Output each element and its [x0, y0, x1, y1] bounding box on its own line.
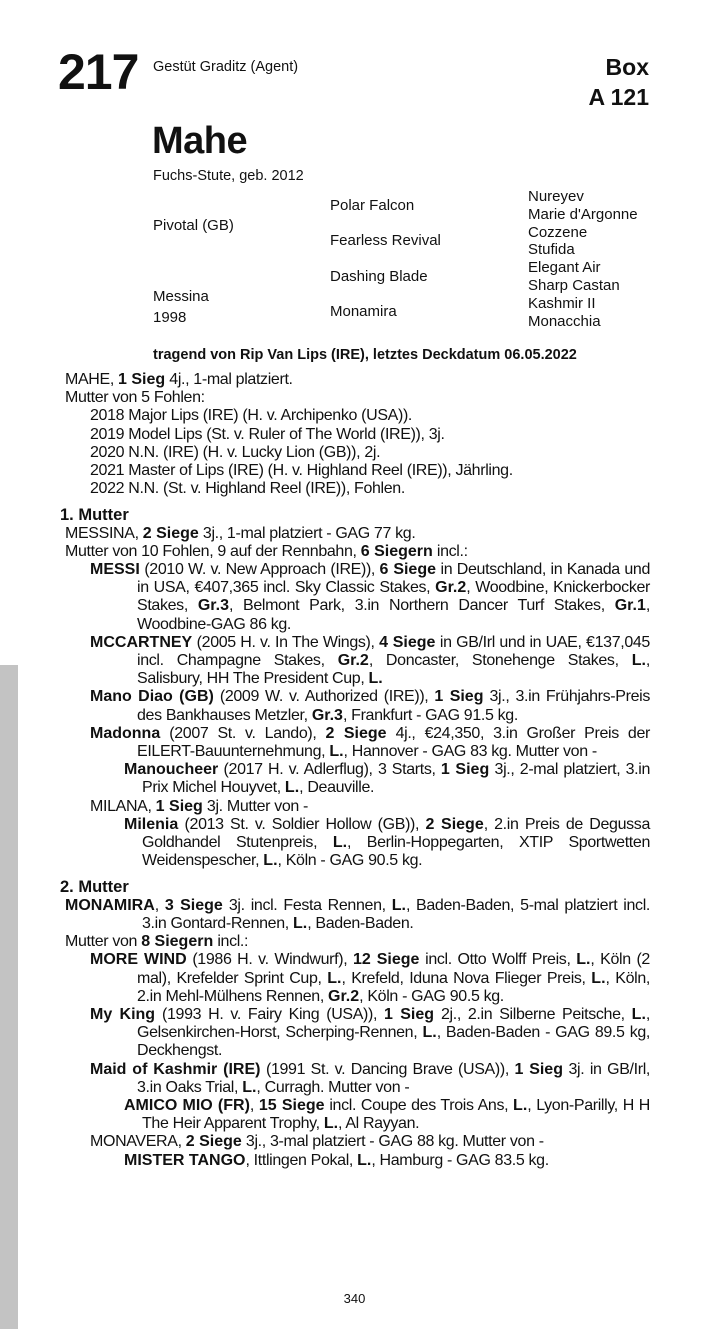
text: , Köln (2 mal), Krefelder Sprint Cup,: [137, 951, 650, 987]
bold-text: Gr.3: [311, 706, 343, 724]
text: MAHE,: [65, 371, 119, 388]
bold-text: L.: [263, 852, 278, 870]
bold-text: 1 Sieg: [514, 1060, 563, 1078]
pedigree-entry: [0, 816, 650, 871]
pedigree-entry: [0, 426, 650, 444]
bold-text: 2 Siege: [185, 1133, 242, 1151]
pedigree-entry: [0, 1097, 650, 1133]
pedigree-gen3: [528, 188, 638, 330]
text: 2j., 2.in Silberne Peitsche,: [434, 1005, 632, 1023]
bold-text: Mano Diao (GB): [90, 688, 214, 706]
pedigree-gen2: Polar Falcon: [330, 197, 415, 214]
text: (1991 St. v. Dancing Brave (USA)),: [260, 1060, 515, 1078]
text: MESSINA,: [65, 524, 143, 542]
text: Mutter von: [65, 933, 142, 951]
bold-text: L.: [391, 896, 406, 914]
bold-text: Gr.2: [435, 579, 467, 597]
pedigree-dam: Messina: [153, 288, 209, 305]
bold-text: MESSI: [90, 561, 140, 579]
pedigree-entry: [0, 1133, 650, 1151]
bold-text: Gr.3: [197, 597, 229, 615]
text: 3j. in GB/Irl, 3.in Oaks Trial,: [137, 1060, 650, 1096]
text: incl.:: [213, 933, 249, 951]
pedigree-gen2: Fearless Revival: [330, 232, 441, 249]
text: incl.:: [432, 542, 468, 560]
bold-text: L.: [591, 969, 606, 987]
bold-text: L.: [323, 1115, 339, 1133]
in-foal-note: tragend von Rip Van Lips (IRE), letztes Deckdatum 06.05.2022: [153, 347, 577, 363]
text: (2007 St. v. Lando),: [160, 724, 326, 742]
text: , Frankfurt - GAG 91.5 kg.: [342, 706, 518, 724]
text: 3j., 3-mal platziert - GAG 88 kg. Mutter von -: [241, 1133, 544, 1151]
bold-text: L.: [332, 834, 348, 852]
bold-text: 6 Siegern: [360, 542, 433, 560]
text: (2017 H. v. Adlerflug), 3 Starts,: [218, 761, 441, 779]
text: (1986 H. v. Windwurf),: [186, 951, 353, 969]
bold-text: L.: [631, 652, 646, 670]
bold-text: 1 Sieg: [434, 688, 484, 706]
pedigree-sire: Pivotal (GB): [153, 217, 234, 234]
bold-text: MISTER TANGO: [124, 1151, 246, 1169]
text: , 2.in Preis de Degussa Goldhandel Stutenpreis,: [142, 815, 650, 852]
bold-text: MONAMIRA: [65, 896, 155, 914]
text: MONAVERA,: [90, 1133, 186, 1151]
bold-text: 1. Mutter: [60, 506, 129, 525]
pedigree-entry: [0, 371, 650, 389]
horse-name: Mahe: [152, 120, 248, 162]
pedigree-entry: [0, 951, 650, 1006]
section-heading: [0, 878, 650, 896]
pedigree-entry: [0, 725, 650, 761]
text: 3j., 1-mal platziert - GAG 77 kg.: [198, 524, 416, 542]
text: in GB/Irl und in UAE, €137,045 incl. Champagne Stakes,: [137, 633, 650, 670]
text: (2010 W. v. New Approach (IRE)),: [139, 561, 380, 579]
bold-text: L.: [631, 1005, 646, 1023]
pedigree-gen3-item: Marie d'Argonne: [528, 205, 638, 223]
bold-text: AMICO MIO (FR): [124, 1096, 250, 1114]
text: , Köln - GAG 90.5 kg.: [277, 852, 423, 870]
pedigree-entry: [0, 634, 650, 689]
pedigree-gen3-item: Monacchia: [528, 312, 601, 330]
text: , Belmont Park, 3.in Northern Dancer Turf Stakes,: [228, 597, 615, 615]
pedigree-entry: [0, 480, 650, 498]
page-number: 340: [343, 1291, 366, 1306]
text: 2020 N.N. (IRE) (H. v. Lucky Lion (GB)), 2j.: [90, 443, 381, 461]
pedigree-entry: [0, 688, 650, 724]
text: , Curragh. Mutter von -: [256, 1078, 410, 1096]
section-heading: [0, 506, 650, 524]
bold-text: Gr.1: [614, 597, 646, 615]
pedigree-gen2: Dashing Blade: [330, 268, 428, 285]
pedigree-gen2: Monamira: [330, 303, 397, 320]
text: ,: [249, 1096, 259, 1114]
text: MILANA,: [90, 797, 156, 815]
text: (2009 W. v. Authorized (IRE)),: [213, 688, 435, 706]
pedigree-entry: [0, 933, 650, 951]
text: 4j., 1-mal platziert.: [165, 371, 293, 388]
text: , Köln, 2.in Mehl-Mülhens Rennen,: [137, 969, 650, 1005]
pedigree-entry: [0, 1061, 650, 1097]
text: 2021 Master of Lips (IRE) (H. v. Highland Reel (IRE)), Jährling.: [90, 462, 513, 480]
text: Mutter von 10 Fohlen, 9 auf der Rennbahn,: [65, 542, 361, 560]
text: , Köln - GAG 90.5 kg.: [359, 987, 504, 1005]
box-number: A 121: [588, 84, 649, 110]
bold-text: Gr.2: [328, 987, 360, 1005]
bold-text: 1 Sieg: [118, 371, 166, 388]
text: (2005 H. v. In The Wings),: [192, 633, 380, 651]
bold-text: 2 Siege: [325, 724, 387, 742]
pedigree-entry: [0, 1152, 650, 1170]
bold-text: 3 Siege: [164, 896, 223, 914]
bold-text: 1 Sieg: [384, 1005, 435, 1023]
text: 2022 N.N. (St. v. Highland Reel (IRE)), Fohlen.: [90, 480, 405, 498]
text: , Gelsenkirchen-Horst, Scherping-Rennen,: [137, 1005, 650, 1042]
text: , Berlin-Hoppegarten, XTIP Sportwetten Weidenspescher,: [142, 834, 650, 870]
pedigree-entry: [0, 444, 650, 462]
bold-text: 2 Siege: [425, 815, 484, 833]
text: 3j. Mutter von -: [202, 797, 309, 815]
bold-text: My King: [90, 1005, 156, 1023]
pedigree-entry: [0, 525, 650, 543]
pedigree-gen3-item: Nureyev: [528, 188, 584, 205]
pedigree-gen3-item: Kashmir II: [528, 294, 596, 312]
pedigree-notes: [0, 371, 650, 1170]
text: , Deauville.: [299, 779, 375, 797]
bold-text: L.: [329, 743, 344, 761]
text: , Al Rayyan.: [338, 1115, 420, 1133]
text: , Krefeld, Iduna Nova Flieger Preis,: [341, 969, 592, 987]
pedigree-entry: [0, 462, 650, 480]
bold-text: 12 Siege: [352, 951, 420, 969]
pedigree-gen3-item: Stufida: [528, 241, 575, 259]
text: Mutter von 5 Fohlen:: [65, 389, 205, 407]
text: , Woodbine-GAG 86 kg.: [137, 597, 650, 633]
bold-text: Madonna: [90, 724, 161, 742]
text: , Hamburg - GAG 83.5 kg.: [371, 1151, 549, 1169]
text: , Woodbine, Knickerbocker Stakes,: [137, 579, 650, 615]
pedigree-dam-year: 1998: [153, 309, 187, 326]
pedigree-entry: [0, 543, 650, 561]
lot-number: 217: [58, 44, 139, 100]
bold-text: MCCARTNEY: [90, 633, 193, 651]
bold-text: L.: [242, 1078, 257, 1096]
text: , Lyon-Parilly, H H The Heir Apparent Trophy,: [142, 1096, 650, 1133]
text: 2018 Major Lips (IRE) (H. v. Archipenko (USA)).: [90, 407, 413, 425]
horse-description: Fuchs-Stute, geb. 2012: [153, 168, 304, 184]
text: incl. Coupe des Trois Ans,: [324, 1096, 514, 1114]
text: 2019 Model Lips (St. v. Ruler of The World (IRE)), 3j.: [90, 425, 445, 443]
bold-text: L.: [368, 670, 383, 688]
bold-text: L.: [357, 1151, 372, 1169]
pedigree-entry: [0, 761, 650, 797]
text: in Deutschland, in Kanada und in USA, €407,365 incl. Sky Classic Stakes,: [137, 561, 651, 597]
bold-text: Gr.2: [337, 652, 369, 670]
pedigree-entry: [0, 407, 650, 425]
bold-text: 15 Siege: [258, 1096, 325, 1114]
text: , Baden-Baden.: [307, 914, 414, 932]
bold-text: L.: [292, 914, 308, 932]
bold-text: 1 Sieg: [440, 761, 490, 779]
bold-text: 2 Siege: [142, 524, 199, 542]
text: 4j., €24,350, 3.in Großer Preis der EILERT-Bauunternehmung,: [137, 724, 651, 761]
text: , Hannover - GAG 83 kg. Mutter von -: [343, 743, 597, 761]
text: , Doncaster, Stonehenge Stakes,: [368, 652, 632, 670]
bold-text: Manoucheer: [124, 761, 219, 779]
pedigree-entry: [0, 389, 650, 407]
pedigree-gen3-item: Cozzene: [528, 223, 588, 241]
bold-text: 8 Siegern: [141, 933, 214, 951]
text: ,: [154, 896, 165, 914]
text: (2013 St. v. Soldier Hollow (GB)),: [178, 815, 426, 833]
pedigree-entry: [0, 1006, 650, 1061]
pedigree-entry: [0, 798, 650, 816]
pedigree-entry: [0, 897, 650, 933]
text: , Baden-Baden - GAG 89.5 kg, Deckhengst.: [137, 1024, 650, 1060]
bold-text: L.: [327, 969, 342, 987]
bold-text: 4 Siege: [379, 633, 436, 651]
text: incl. Otto Wolff Preis,: [419, 951, 577, 969]
pedigree-gen3-item: Elegant Air: [528, 259, 601, 277]
bold-text: L.: [422, 1024, 437, 1042]
box-label: Box: [605, 54, 649, 80]
text: , Baden-Baden, 5-mal platziert incl. 3.in Gontard-Rennen,: [142, 896, 650, 932]
text: 3j., 3.in Frühjahrs-Preis des Bankhauses Metzler,: [137, 688, 650, 724]
seller: Gestüt Graditz (Agent): [153, 59, 299, 75]
bold-text: L.: [284, 779, 300, 797]
bold-text: Milenia: [124, 815, 179, 833]
box-info: [588, 52, 649, 112]
bold-text: 1 Sieg: [155, 797, 203, 815]
bold-text: 2. Mutter: [60, 878, 129, 897]
text: , Ittlingen Pokal,: [245, 1151, 358, 1169]
bold-text: 6 Siege: [379, 561, 437, 579]
pedigree-gen3-item: Sharp Castan: [528, 276, 620, 294]
text: 3j., 2-mal platziert, 3.in Prix Michel Houyvet,: [142, 761, 650, 797]
bold-text: L.: [513, 1096, 528, 1114]
bold-text: Maid of Kashmir (IRE): [90, 1060, 261, 1078]
text: (1993 H. v. Fairy King (USA)),: [155, 1005, 385, 1023]
bold-text: MORE WIND: [90, 951, 187, 969]
pedigree-entry: [0, 561, 650, 634]
bold-text: L.: [576, 951, 591, 969]
text: , Salisbury, HH The President Cup,: [137, 652, 651, 688]
text: 3j. incl. Festa Rennen,: [222, 896, 392, 914]
